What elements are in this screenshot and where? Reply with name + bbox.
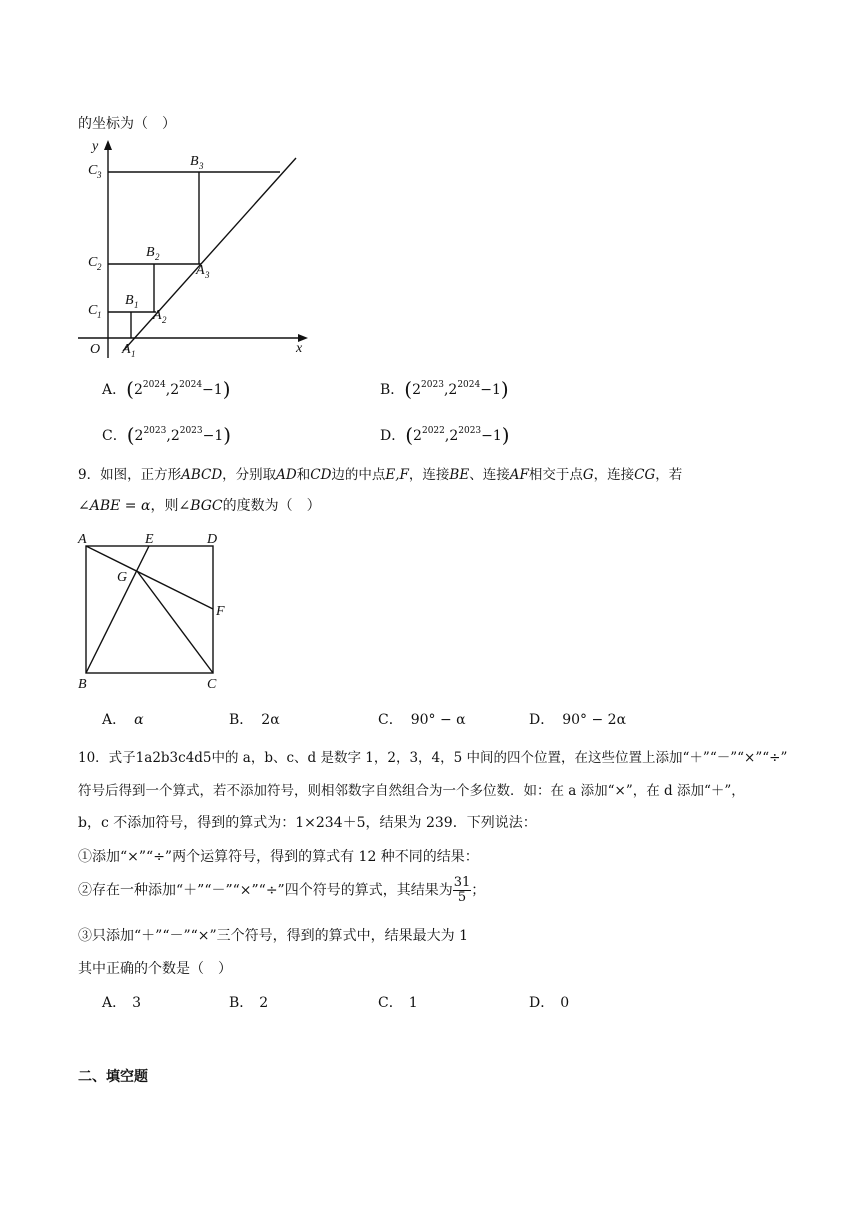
svg-text:B: B <box>190 154 199 169</box>
q8-figure <box>78 138 318 363</box>
q9-figure <box>74 528 234 693</box>
svg-text:3: 3 <box>97 170 102 180</box>
svg-text:D: D <box>207 532 218 547</box>
q9-stem-line1: 9．如图，正方形ABCD，分别取AD和CD边的中点E,F，连接BE、连接AF相交于点G，连接CG，若 <box>78 467 683 483</box>
q9-stem-line2: ∠ABE = α，则∠BGC的度数为（ ） <box>78 498 321 514</box>
section-heading: 二、填空题 <box>78 1069 148 1085</box>
q10-ask: 其中正确的个数是（ ） <box>78 961 232 977</box>
svg-text:B: B <box>125 293 134 308</box>
q10-option-c[interactable]: C． 1 <box>378 995 418 1011</box>
svg-text:1: 1 <box>97 310 102 320</box>
q10-option-a[interactable]: A． 3 <box>102 995 142 1011</box>
svg-text:C: C <box>88 255 98 270</box>
q8-stem-tail: 的坐标为（ ） <box>78 116 176 132</box>
svg-text:3: 3 <box>199 161 204 171</box>
svg-text:G: G <box>117 570 128 585</box>
svg-text:B: B <box>78 677 87 692</box>
q8-option-d[interactable]: D．$(2^{2022},2^{2023}-1)$ <box>380 423 510 447</box>
svg-text:A: A <box>78 532 87 547</box>
q8-option-c[interactable]: C．$(2^{2023},2^{2023}-1)$ <box>102 423 232 447</box>
svg-text:E: E <box>145 532 154 547</box>
q9-option-b[interactable]: B． 2α <box>229 712 280 728</box>
q10-option-d[interactable]: D． 0 <box>529 995 570 1011</box>
svg-text:C: C <box>88 303 98 318</box>
svg-text:2: 2 <box>162 315 167 325</box>
q10-statement-3: ③只添加“＋”“－”“×”三个符号，得到的算式中，结果最大为 1 <box>78 928 469 944</box>
svg-text:A: A <box>122 342 131 357</box>
q9-option-c[interactable]: C． 90° − α <box>378 712 466 728</box>
y-axis-label: y <box>92 139 99 154</box>
svg-text:2: 2 <box>97 262 102 272</box>
q9-option-d[interactable]: D． 90° − 2α <box>529 712 627 728</box>
q10-stem-line1: 10．式子1a2b3c4d5中的 a，b、c、d 是数字 1，2，3，4，5 中间的四个位置，在这些位置上添加“＋”“－”“×”“÷” <box>78 750 788 766</box>
q10-statement-1: ①添加“×”“÷”两个运算符号，得到的算式有 12 种不同的结果： <box>78 849 479 865</box>
fraction: $\frac{31}{5}$ <box>453 875 471 905</box>
svg-text:1: 1 <box>131 349 136 359</box>
svg-text:3: 3 <box>205 270 210 280</box>
q10-stem-line2: 符号后得到一个算式，若不添加符号，则相邻数字自然组合为一个多位数．如：在 a 添加“×”，在 d 添加“＋”， <box>78 783 745 799</box>
origin-label: O <box>90 342 101 357</box>
q10-option-b[interactable]: B． 2 <box>229 995 269 1011</box>
x-axis-label: x <box>296 341 303 356</box>
q9-option-a[interactable]: A． α <box>102 712 144 728</box>
q8-option-b[interactable]: B．$(2^{2023},2^{2024}-1)$ <box>380 377 509 401</box>
q10-stem-line3: b，c 不添加符号，得到的算式为：1×234＋5，结果为 239．下列说法： <box>78 815 537 831</box>
svg-text:1: 1 <box>134 300 139 310</box>
svg-text:C: C <box>88 163 98 178</box>
svg-text:A: A <box>196 263 205 278</box>
svg-text:2: 2 <box>155 252 160 262</box>
svg-text:F: F <box>216 604 225 619</box>
q8-option-a[interactable]: A．$(2^{2024},2^{2024}-1)$ <box>102 377 231 401</box>
svg-text:C: C <box>207 677 217 692</box>
svg-text:A: A <box>153 308 162 323</box>
svg-text:B: B <box>146 245 155 260</box>
q10-statement-2: ②存在一种添加“＋”“－”“×”“÷”四个符号的算式，其结果为 $\frac{31}{5}$ ； <box>78 875 486 905</box>
